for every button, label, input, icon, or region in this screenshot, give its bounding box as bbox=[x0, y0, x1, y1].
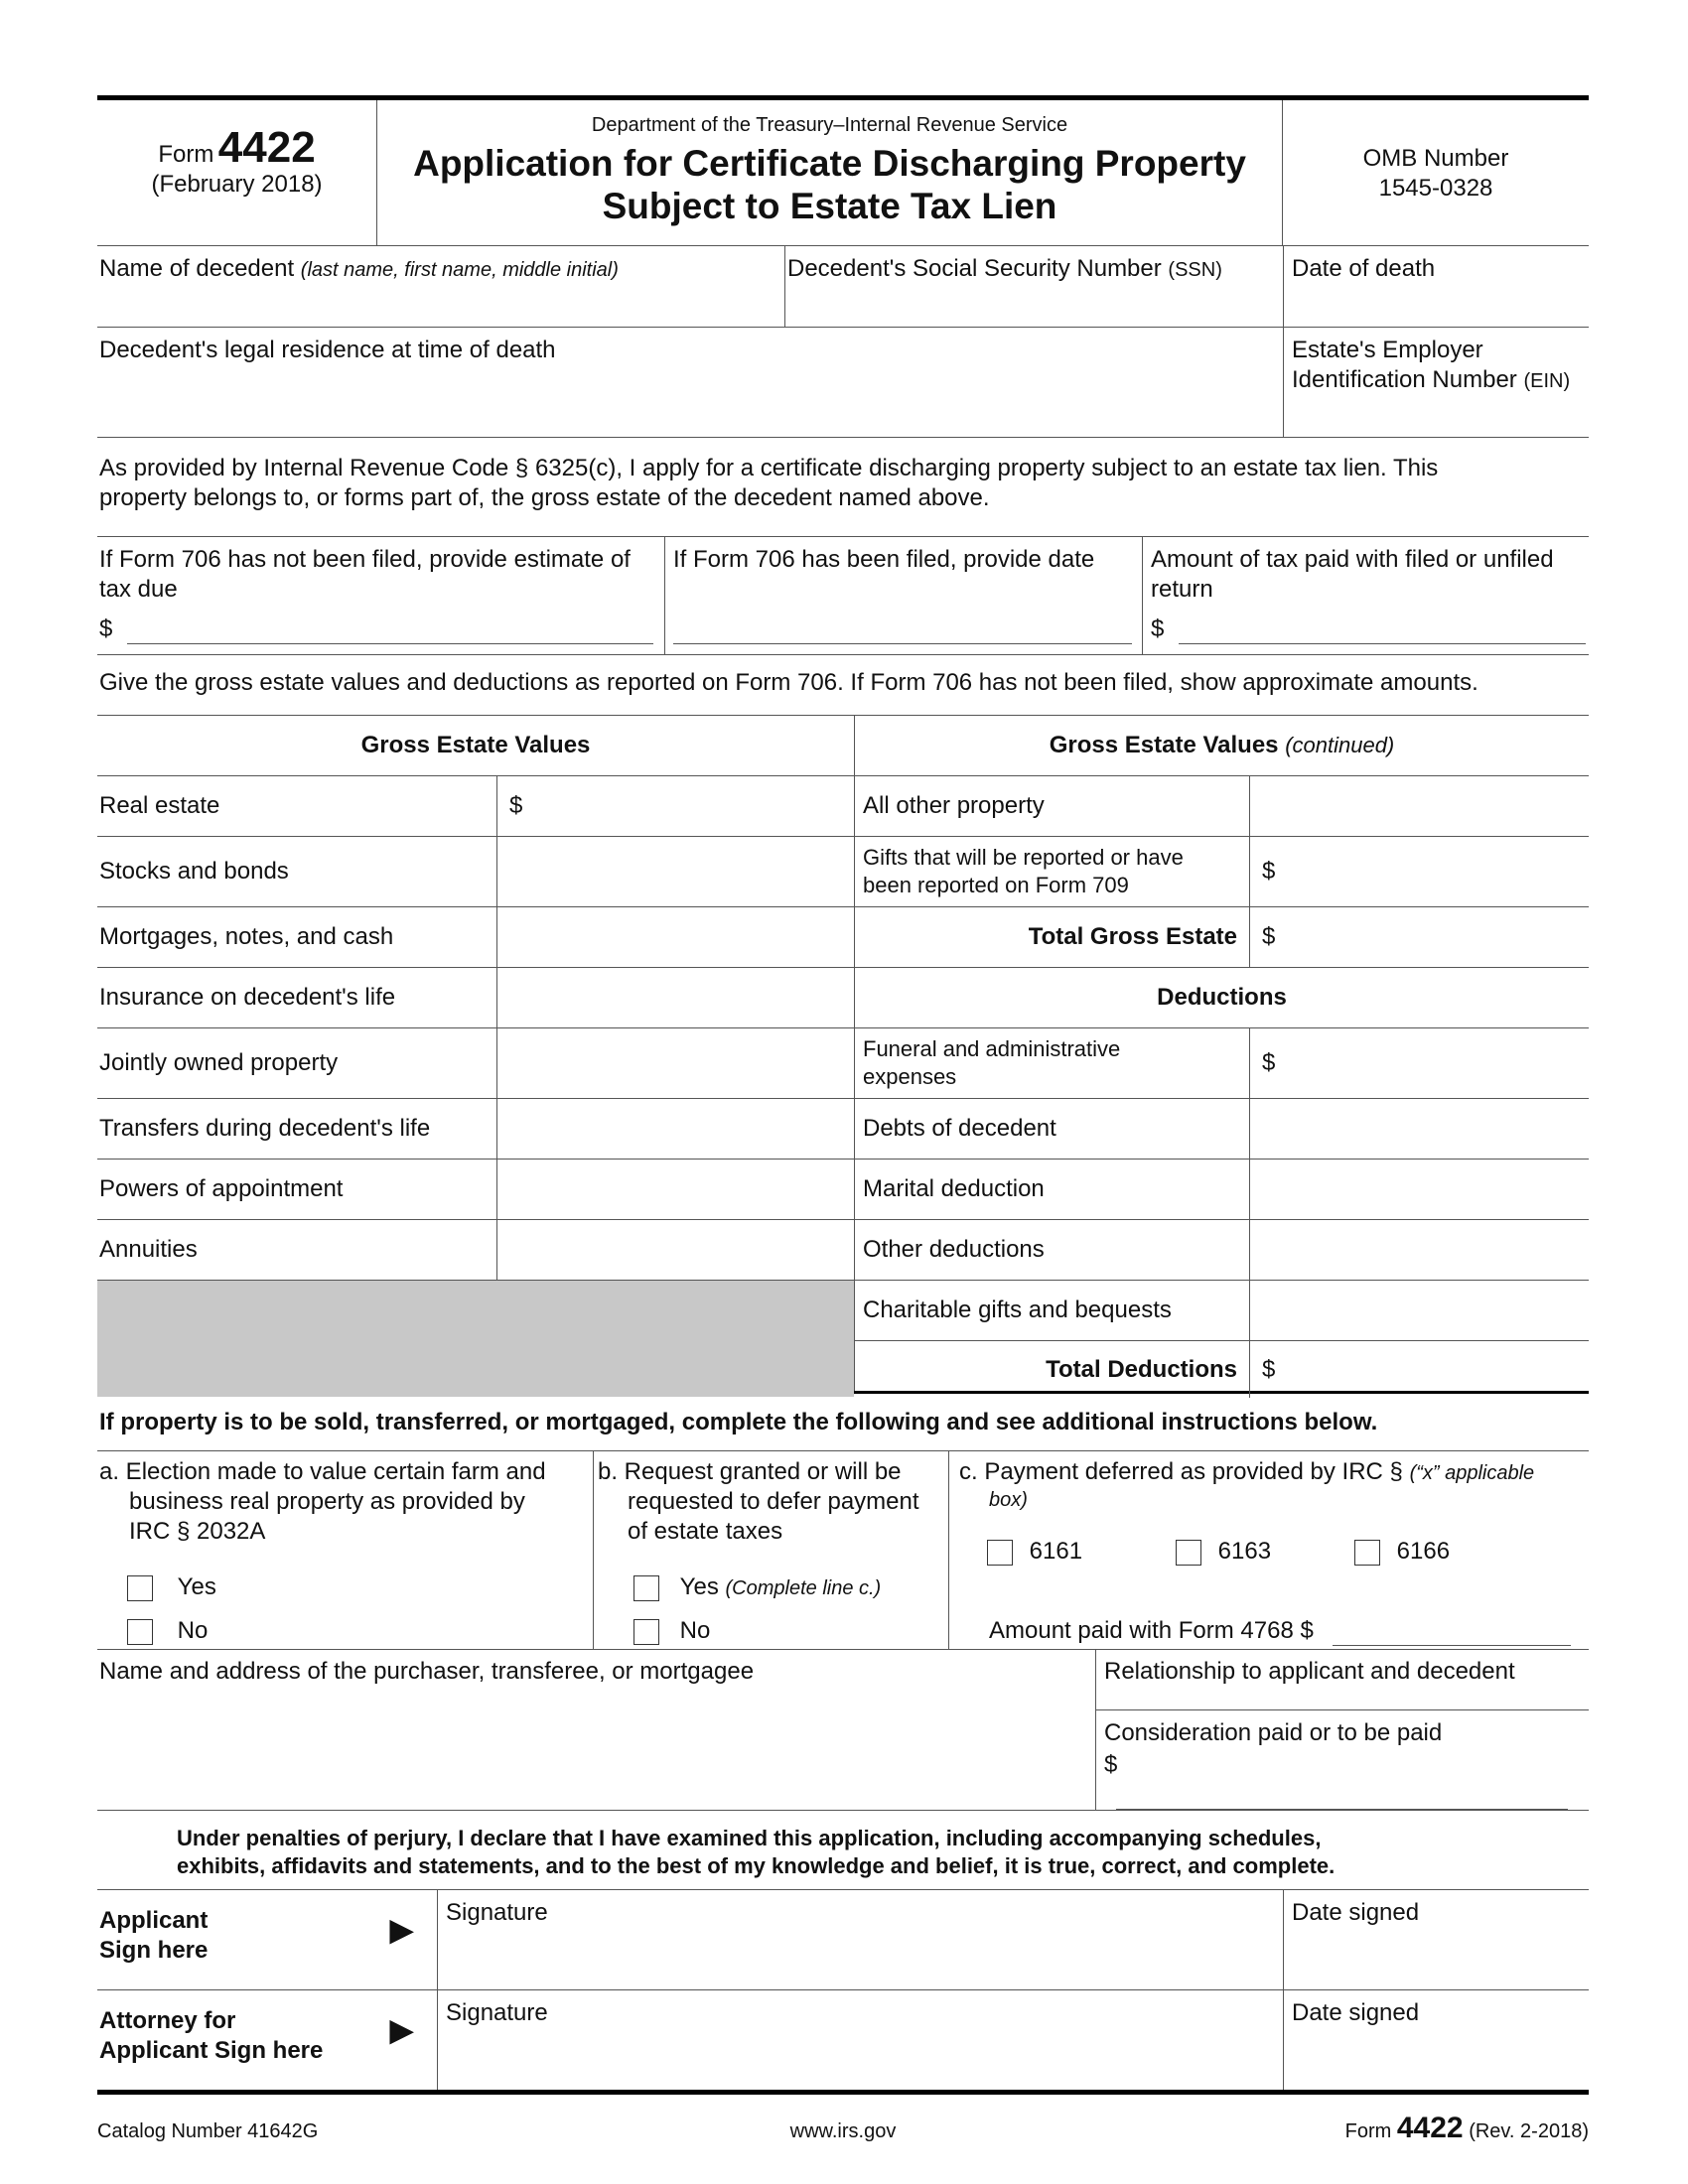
gross-left-column bbox=[97, 716, 855, 1391]
request-b-box bbox=[594, 1451, 949, 1650]
left-heading-text: Gross Estate Values bbox=[360, 732, 591, 758]
relationship-consideration bbox=[1096, 1649, 1589, 1810]
attorney-signature-label: Signature bbox=[446, 1999, 548, 2026]
applicant-label-box bbox=[97, 1890, 438, 1989]
label-6166: 6166 bbox=[1396, 1538, 1451, 1565]
filed-date-input-line[interactable] bbox=[673, 617, 1132, 644]
gv-row-powers bbox=[97, 1160, 854, 1220]
b-line2: requested to defer payment bbox=[628, 1488, 919, 1515]
decedent-name-hint: (last name, first name, middle initial) bbox=[300, 259, 619, 281]
left-heading bbox=[97, 716, 854, 776]
gv-label: Stocks and bonds bbox=[99, 858, 289, 885]
label-6163: 6163 bbox=[1217, 1538, 1272, 1565]
perjury-line1: Under penalties of perjury, I declare that I have examined this application, including accompanying schedules, bbox=[177, 1826, 1322, 1850]
checkbox-6161[interactable] bbox=[987, 1540, 1013, 1566]
applicant-sign-row bbox=[97, 1890, 1589, 1990]
a-no-option[interactable] bbox=[127, 1616, 208, 1646]
gv-dollar: $ bbox=[1262, 858, 1276, 885]
a-no-checkbox[interactable] bbox=[127, 1619, 153, 1645]
form-word: Form bbox=[158, 141, 214, 168]
ein-abbr: (EIN) bbox=[1523, 370, 1571, 392]
applicant-line1: Applicant bbox=[99, 1907, 209, 1934]
gv-row-charitable bbox=[855, 1281, 1589, 1341]
gv-row-mortgages bbox=[97, 907, 854, 968]
purchaser-field[interactable] bbox=[97, 1649, 1096, 1810]
gv-value-field[interactable] bbox=[1249, 907, 1589, 967]
perjury-line2: exhibits, affidavits and statements, and to the best of my knowledge and belief, it is true, correct, and complete. bbox=[177, 1853, 1336, 1878]
form-title-line1: Application for Certificate Discharging Property bbox=[413, 143, 1246, 184]
intro-line2: property belongs to, or forms part of, the gross estate of the decedent named above. bbox=[99, 484, 990, 511]
b-yes-option[interactable] bbox=[633, 1572, 881, 1602]
catalog-number: Catalog Number 41642G bbox=[97, 2120, 319, 2142]
attorney-signature-field[interactable] bbox=[438, 1990, 1284, 2090]
checkbox-6163[interactable] bbox=[1176, 1540, 1201, 1566]
checkbox-6166[interactable] bbox=[1354, 1540, 1380, 1566]
form-page bbox=[97, 95, 1589, 2144]
shaded-block bbox=[97, 1281, 854, 1397]
gv-value-field[interactable] bbox=[496, 837, 854, 906]
gv-row-total-gross bbox=[855, 907, 1589, 968]
estimate-dollar: $ bbox=[99, 615, 113, 642]
gv-label-line1: Gifts that will be reported or have bbox=[863, 845, 1184, 870]
gross-estate-table bbox=[97, 716, 1589, 1394]
residence-label: Decedent's legal residence at time of death bbox=[99, 337, 556, 363]
gv-value-field[interactable] bbox=[1249, 1220, 1589, 1280]
gv-value-field[interactable] bbox=[1249, 837, 1589, 906]
sign-arrow-icon: ▶ bbox=[389, 1914, 413, 1947]
gv-row-stocks bbox=[97, 837, 854, 907]
b-line1: b. Request granted or will be bbox=[598, 1458, 902, 1485]
a-no-label: No bbox=[177, 1617, 209, 1644]
deductions-heading bbox=[855, 968, 1589, 1028]
gv-label bbox=[855, 837, 1249, 906]
applicant-date-field[interactable] bbox=[1284, 1890, 1589, 1989]
gv-label: Annuities bbox=[99, 1236, 198, 1263]
consideration-label: Consideration paid or to be paid bbox=[1104, 1719, 1443, 1746]
form706-date-field[interactable] bbox=[665, 537, 1143, 654]
applicant-date-label: Date signed bbox=[1292, 1899, 1420, 1926]
residence-field[interactable] bbox=[97, 328, 1284, 437]
b-yes-label: Yes bbox=[679, 1573, 719, 1600]
gross-right-column bbox=[855, 716, 1589, 1391]
gv-label: Real estate bbox=[99, 792, 220, 819]
gv-row-total-deductions bbox=[855, 1341, 1589, 1398]
gv-value-field[interactable] bbox=[1249, 1281, 1589, 1340]
gv-label-line2: expenses bbox=[863, 1064, 957, 1089]
consideration-input-line[interactable] bbox=[1116, 1783, 1568, 1810]
decedent-name-field[interactable] bbox=[97, 246, 785, 327]
relationship-label: Relationship to applicant and decedent bbox=[1104, 1658, 1515, 1685]
gv-row-insurance bbox=[97, 968, 854, 1028]
ssn-abbr: (SSN) bbox=[1168, 259, 1222, 281]
gv-dollar: $ bbox=[1262, 1355, 1276, 1383]
gv-label: Marital deduction bbox=[863, 1175, 1045, 1202]
attorney-date-label: Date signed bbox=[1292, 1999, 1420, 2026]
label-6161: 6161 bbox=[1029, 1538, 1083, 1565]
gv-label-line1: Funeral and administrative bbox=[863, 1036, 1121, 1061]
intro-line1: As provided by Internal Revenue Code § 6325(c), I apply for a certificate discharging property subject to an estate tax lien. This bbox=[99, 455, 1439, 481]
a-yes-option[interactable] bbox=[127, 1572, 216, 1602]
estimate-label-line1: If Form 706 has not been filed, provide estimate of bbox=[99, 546, 631, 573]
option-6166[interactable] bbox=[1354, 1537, 1450, 1567]
gv-label: Debts of decedent bbox=[863, 1115, 1056, 1142]
gv-label: Charitable gifts and bequests bbox=[863, 1297, 1172, 1323]
consideration-field[interactable] bbox=[1096, 1710, 1589, 1810]
gv-label: Other deductions bbox=[863, 1236, 1045, 1263]
attorney-sign-row bbox=[97, 1990, 1589, 2095]
gv-dollar: $ bbox=[509, 792, 523, 819]
omb-label: OMB Number bbox=[1362, 145, 1509, 172]
estimate-input-line[interactable] bbox=[127, 617, 653, 644]
election-a-box bbox=[97, 1451, 594, 1650]
ssn-label: Decedent's Social Security Number bbox=[787, 255, 1162, 282]
transfer-heading-text: If property is to be sold, transferred, or mortgaged, complete the following and see additional instructions below. bbox=[99, 1409, 1378, 1435]
b-no-label: No bbox=[679, 1617, 711, 1644]
gv-row-marital bbox=[855, 1160, 1589, 1220]
gv-row-annuities bbox=[97, 1220, 854, 1281]
option-6163[interactable] bbox=[1176, 1537, 1271, 1567]
decedent-row-1 bbox=[97, 246, 1589, 328]
paid-input-line[interactable] bbox=[1179, 617, 1586, 644]
footer-form-word: Form bbox=[1344, 2120, 1392, 2142]
website-link[interactable]: www.irs.gov bbox=[789, 2120, 897, 2142]
gv-label: Total Gross Estate bbox=[1028, 923, 1237, 950]
gv-row-all-other bbox=[855, 776, 1589, 837]
b-yes-hint: (Complete line c.) bbox=[725, 1577, 882, 1599]
ein-label-line2: Identification Number bbox=[1292, 366, 1517, 393]
attorney-line1: Attorney for bbox=[99, 2007, 236, 2034]
form-id-box bbox=[97, 100, 377, 245]
a-line3: IRC § 2032A bbox=[129, 1518, 266, 1545]
omb-number: 1545-0328 bbox=[1378, 175, 1493, 202]
decedent-row-2 bbox=[97, 328, 1589, 438]
gv-value-field[interactable] bbox=[1249, 1160, 1589, 1219]
applicant-line2: Sign here bbox=[99, 1937, 209, 1964]
intro-paragraph bbox=[97, 438, 1589, 537]
relationship-field[interactable] bbox=[1096, 1649, 1589, 1710]
form-date: (February 2018) bbox=[151, 171, 323, 198]
gv-value-field[interactable] bbox=[496, 907, 854, 967]
gv-value-field[interactable] bbox=[496, 1099, 854, 1159]
gv-row-jointly-owned bbox=[97, 1028, 854, 1099]
gv-value-field[interactable] bbox=[1249, 1028, 1589, 1098]
right-heading-suffix: (continued) bbox=[1285, 733, 1395, 757]
b-no-option[interactable] bbox=[633, 1616, 710, 1646]
gross-intro bbox=[97, 655, 1589, 716]
gv-dollar: $ bbox=[1262, 923, 1276, 950]
transfer-heading bbox=[97, 1394, 1589, 1451]
gv-label bbox=[855, 1028, 1249, 1098]
attorney-line2: Applicant Sign here bbox=[99, 2037, 324, 2064]
date-of-death-field[interactable] bbox=[1284, 246, 1589, 327]
gv-value-field[interactable] bbox=[496, 1160, 854, 1219]
form-title-box bbox=[377, 100, 1283, 245]
footer-revision: (Rev. 2-2018) bbox=[1469, 2120, 1589, 2142]
b-no-checkbox[interactable] bbox=[633, 1619, 659, 1645]
sign-arrow-icon: ▶ bbox=[389, 2014, 413, 2047]
b-yes-checkbox[interactable] bbox=[633, 1575, 659, 1601]
gv-row-gifts bbox=[855, 837, 1589, 907]
gv-label: Transfers during decedent's life bbox=[99, 1115, 431, 1142]
purchaser-label: Name and address of the purchaser, transferee, or mortgagee bbox=[99, 1658, 755, 1685]
form706-row bbox=[97, 537, 1589, 655]
form-number: 4422 bbox=[217, 123, 316, 172]
b-line3: of estate taxes bbox=[628, 1518, 783, 1545]
gv-value-field[interactable] bbox=[496, 1028, 854, 1098]
paid-label-line2: return bbox=[1151, 576, 1213, 603]
gv-label: Powers of appointment bbox=[99, 1175, 344, 1202]
ein-field[interactable] bbox=[1284, 328, 1589, 437]
estimate-label-line2: tax due bbox=[99, 576, 178, 603]
footer-form-number: 4422 bbox=[1396, 2112, 1464, 2144]
gv-label: All other property bbox=[863, 792, 1045, 819]
a-line2: business real property as provided by bbox=[129, 1488, 525, 1515]
gv-value-field[interactable] bbox=[1249, 1341, 1589, 1398]
department: Department of the Treasury–Internal Revenue Service bbox=[591, 114, 1068, 136]
form-header bbox=[97, 95, 1589, 246]
gv-row-funeral bbox=[855, 1028, 1589, 1099]
right-heading-text: Gross Estate Values bbox=[1049, 732, 1279, 758]
attorney-date-field[interactable] bbox=[1284, 1990, 1589, 2090]
gv-row-debts bbox=[855, 1099, 1589, 1160]
date-of-death-label: Date of death bbox=[1292, 255, 1436, 282]
consideration-dollar: $ bbox=[1104, 1751, 1118, 1778]
gv-label: Total Deductions bbox=[1046, 1355, 1237, 1383]
gv-dollar: $ bbox=[1262, 1049, 1276, 1076]
gv-value-field[interactable] bbox=[496, 776, 854, 836]
gv-label: Insurance on decedent's life bbox=[99, 984, 396, 1011]
transfer-options-row bbox=[97, 1451, 1589, 1650]
deductions-heading-text: Deductions bbox=[1157, 984, 1287, 1011]
a-line1: a. Election made to value certain farm and bbox=[99, 1458, 546, 1485]
purchaser-row bbox=[97, 1649, 1589, 1811]
tax-paid-field[interactable] bbox=[1143, 537, 1589, 654]
gv-row-other-deductions bbox=[855, 1220, 1589, 1281]
amount-paid-4768 bbox=[989, 1616, 1571, 1646]
gv-row-transfers bbox=[97, 1099, 854, 1160]
tax-estimate-field[interactable] bbox=[97, 537, 665, 654]
applicant-signature-label: Signature bbox=[446, 1899, 548, 1926]
filed-date-label: If Form 706 has been filed, provide date bbox=[673, 546, 1095, 573]
gross-intro-text: Give the gross estate values and deductions as reported on Form 706. If Form 706 has not been filed, show approximate amounts. bbox=[99, 669, 1478, 696]
decedent-name-label: Name of decedent bbox=[99, 255, 295, 282]
option-6161[interactable] bbox=[987, 1537, 1082, 1567]
c-hint2: box) bbox=[989, 1489, 1028, 1511]
decedent-ssn-field[interactable] bbox=[785, 246, 1284, 327]
payment-c-box bbox=[949, 1451, 1589, 1650]
gv-value-field[interactable] bbox=[496, 968, 854, 1027]
omb-box bbox=[1283, 100, 1589, 245]
gv-row-real-estate bbox=[97, 776, 854, 837]
c-hint1: (“x” applicable bbox=[1409, 1462, 1535, 1484]
applicant-signature-field[interactable] bbox=[438, 1890, 1284, 1989]
gv-value-field[interactable] bbox=[1249, 1099, 1589, 1159]
perjury-statement bbox=[97, 1811, 1589, 1890]
gv-label-line2: been reported on Form 709 bbox=[863, 873, 1129, 897]
form-footer bbox=[97, 2095, 1589, 2144]
gv-value-field[interactable] bbox=[1249, 776, 1589, 836]
amount-paid-input-line[interactable] bbox=[1333, 1619, 1571, 1646]
paid-dollar: $ bbox=[1151, 615, 1165, 642]
c-line1: c. Payment deferred as provided by IRC § bbox=[959, 1458, 1403, 1485]
paid-label-line1: Amount of tax paid with filed or unfiled bbox=[1151, 546, 1554, 573]
form-title-line2: Subject to Estate Tax Lien bbox=[602, 186, 1057, 226]
gv-value-field[interactable] bbox=[496, 1220, 854, 1280]
gv-label: Jointly owned property bbox=[99, 1049, 339, 1076]
a-yes-checkbox[interactable] bbox=[127, 1575, 153, 1601]
right-heading bbox=[855, 716, 1589, 776]
gv-label: Mortgages, notes, and cash bbox=[99, 923, 394, 950]
amount-paid-label: Amount paid with Form 4768 $ bbox=[989, 1617, 1314, 1644]
ein-label-line1: Estate's Employer bbox=[1292, 337, 1483, 363]
a-yes-label: Yes bbox=[177, 1573, 216, 1600]
attorney-label-box bbox=[97, 1990, 438, 2090]
